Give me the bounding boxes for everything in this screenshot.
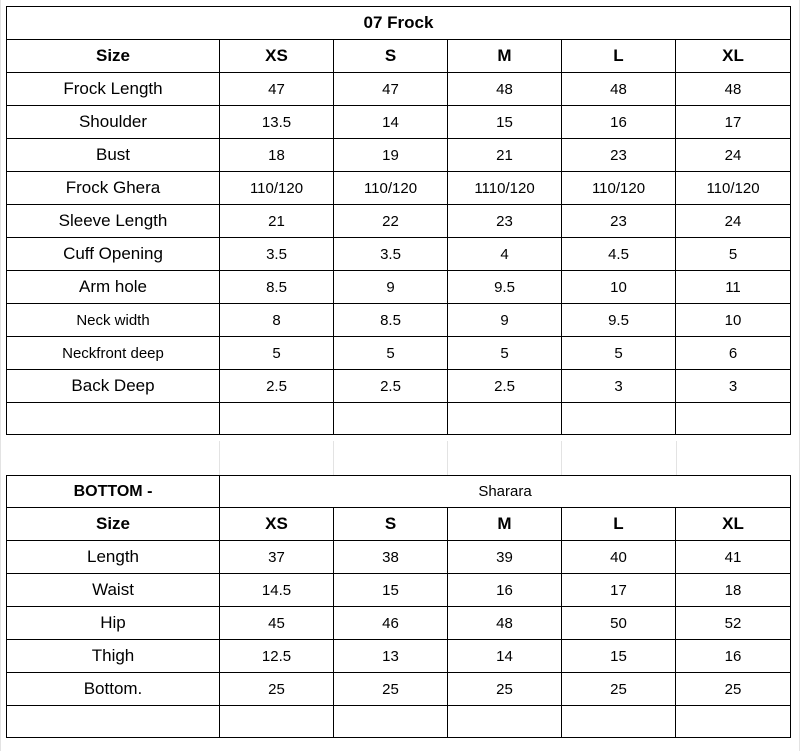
table-row <box>7 172 791 205</box>
cell: 18 <box>220 139 334 172</box>
cell: 3 <box>562 370 676 403</box>
cell: 47 <box>334 73 448 106</box>
cell: 16 <box>562 106 676 139</box>
table-row <box>7 106 791 139</box>
cell: 25 <box>562 673 676 706</box>
cell: 13.5 <box>220 106 334 139</box>
cell: 52 <box>676 607 791 640</box>
cell: 17 <box>562 574 676 607</box>
row-label: Back Deep <box>7 370 220 403</box>
cell: 48 <box>562 73 676 106</box>
row-label: Neck width <box>7 304 220 337</box>
row-label: Arm hole <box>7 271 220 304</box>
table-row <box>7 238 791 271</box>
cell: 110/120 <box>676 172 791 205</box>
bottom-table-title: BOTTOM - <box>7 476 220 508</box>
row-label: Cuff Opening <box>7 238 220 271</box>
cell: 5 <box>334 337 448 370</box>
header-l: L <box>562 40 676 73</box>
table-row <box>7 304 791 337</box>
cell: 16 <box>448 574 562 607</box>
bottom-size-table <box>6 475 791 738</box>
header-xs: XS <box>220 508 334 541</box>
empty-cell <box>334 706 448 738</box>
header-m: M <box>448 40 562 73</box>
table-row <box>7 337 791 370</box>
header-s: S <box>334 508 448 541</box>
empty-cell <box>7 706 220 738</box>
cell: 3.5 <box>334 238 448 271</box>
header-size: Size <box>7 40 220 73</box>
cell: 11 <box>676 271 791 304</box>
row-label: Thigh <box>7 640 220 673</box>
empty-cell <box>676 706 791 738</box>
cell: 9.5 <box>562 304 676 337</box>
empty-cell <box>562 706 676 738</box>
cell: 19 <box>334 139 448 172</box>
row-label: Hip <box>7 607 220 640</box>
table-row <box>7 139 791 172</box>
empty-cell <box>448 403 562 435</box>
cell: 15 <box>562 640 676 673</box>
table-row <box>7 607 791 640</box>
header-size: Size <box>7 508 220 541</box>
cell: 17 <box>676 106 791 139</box>
cell: 110/120 <box>562 172 676 205</box>
cell: 10 <box>676 304 791 337</box>
cell: 2.5 <box>334 370 448 403</box>
empty-cell <box>676 403 791 435</box>
cell: 37 <box>220 541 334 574</box>
row-label: Shoulder <box>7 106 220 139</box>
cell: 23 <box>562 205 676 238</box>
header-xl: XL <box>676 508 791 541</box>
cell: 4 <box>448 238 562 271</box>
cell: 3 <box>676 370 791 403</box>
cell: 18 <box>676 574 791 607</box>
row-label: Frock Ghera <box>7 172 220 205</box>
cell: 48 <box>448 73 562 106</box>
gridline <box>0 0 1 751</box>
cell: 9 <box>334 271 448 304</box>
empty-row <box>7 706 791 738</box>
cell: 50 <box>562 607 676 640</box>
cell: 23 <box>448 205 562 238</box>
cell: 5 <box>220 337 334 370</box>
bottom-table-subtitle: Sharara <box>220 476 791 508</box>
table-row <box>7 574 791 607</box>
cell: 8.5 <box>220 271 334 304</box>
header-m: M <box>448 508 562 541</box>
cell: 13 <box>334 640 448 673</box>
table-row <box>7 673 791 706</box>
cell: 14 <box>334 106 448 139</box>
cell: 15 <box>334 574 448 607</box>
frock-size-table <box>6 6 791 435</box>
frock-header-row <box>7 40 791 73</box>
row-label: Sleeve Length <box>7 205 220 238</box>
cell: 25 <box>448 673 562 706</box>
cell: 24 <box>676 139 791 172</box>
cell: 110/120 <box>334 172 448 205</box>
cell: 23 <box>562 139 676 172</box>
cell: 5 <box>676 238 791 271</box>
row-label: Bottom. <box>7 673 220 706</box>
cell: 4.5 <box>562 238 676 271</box>
cell: 46 <box>334 607 448 640</box>
cell: 2.5 <box>448 370 562 403</box>
cell: 10 <box>562 271 676 304</box>
cell: 24 <box>676 205 791 238</box>
cell: 14 <box>448 640 562 673</box>
header-xs: XS <box>220 40 334 73</box>
cell: 48 <box>448 607 562 640</box>
frock-table-title: 07 Frock <box>7 7 791 40</box>
cell: 22 <box>334 205 448 238</box>
table-row <box>7 73 791 106</box>
table-row <box>7 370 791 403</box>
cell: 9 <box>448 304 562 337</box>
cell: 21 <box>448 139 562 172</box>
cell: 39 <box>448 541 562 574</box>
cell: 48 <box>676 73 791 106</box>
cell: 25 <box>334 673 448 706</box>
cell: 8 <box>220 304 334 337</box>
empty-cell <box>334 403 448 435</box>
header-xl: XL <box>676 40 791 73</box>
cell: 110/120 <box>220 172 334 205</box>
cell: 12.5 <box>220 640 334 673</box>
cell: 25 <box>220 673 334 706</box>
table-row <box>7 205 791 238</box>
empty-row <box>7 403 791 435</box>
row-label: Waist <box>7 574 220 607</box>
empty-cell <box>448 706 562 738</box>
cell: 15 <box>448 106 562 139</box>
table-row <box>7 541 791 574</box>
cell: 2.5 <box>220 370 334 403</box>
header-s: S <box>334 40 448 73</box>
cell: 1110/120 <box>448 172 562 205</box>
table-row <box>7 271 791 304</box>
cell: 6 <box>676 337 791 370</box>
cell: 5 <box>562 337 676 370</box>
row-label: Bust <box>7 139 220 172</box>
cell: 47 <box>220 73 334 106</box>
empty-cell <box>220 403 334 435</box>
spreadsheet-gap <box>0 441 800 475</box>
cell: 3.5 <box>220 238 334 271</box>
cell: 38 <box>334 541 448 574</box>
table-row <box>7 640 791 673</box>
cell: 40 <box>562 541 676 574</box>
cell: 21 <box>220 205 334 238</box>
cell: 8.5 <box>334 304 448 337</box>
cell: 16 <box>676 640 791 673</box>
header-l: L <box>562 508 676 541</box>
cell: 45 <box>220 607 334 640</box>
row-label: Frock Length <box>7 73 220 106</box>
empty-cell <box>220 706 334 738</box>
cell: 14.5 <box>220 574 334 607</box>
cell: 9.5 <box>448 271 562 304</box>
row-label: Length <box>7 541 220 574</box>
cell: 41 <box>676 541 791 574</box>
empty-cell <box>7 403 220 435</box>
row-label: Neckfront deep <box>7 337 220 370</box>
bottom-header-row <box>7 508 791 541</box>
empty-cell <box>562 403 676 435</box>
cell: 25 <box>676 673 791 706</box>
cell: 5 <box>448 337 562 370</box>
